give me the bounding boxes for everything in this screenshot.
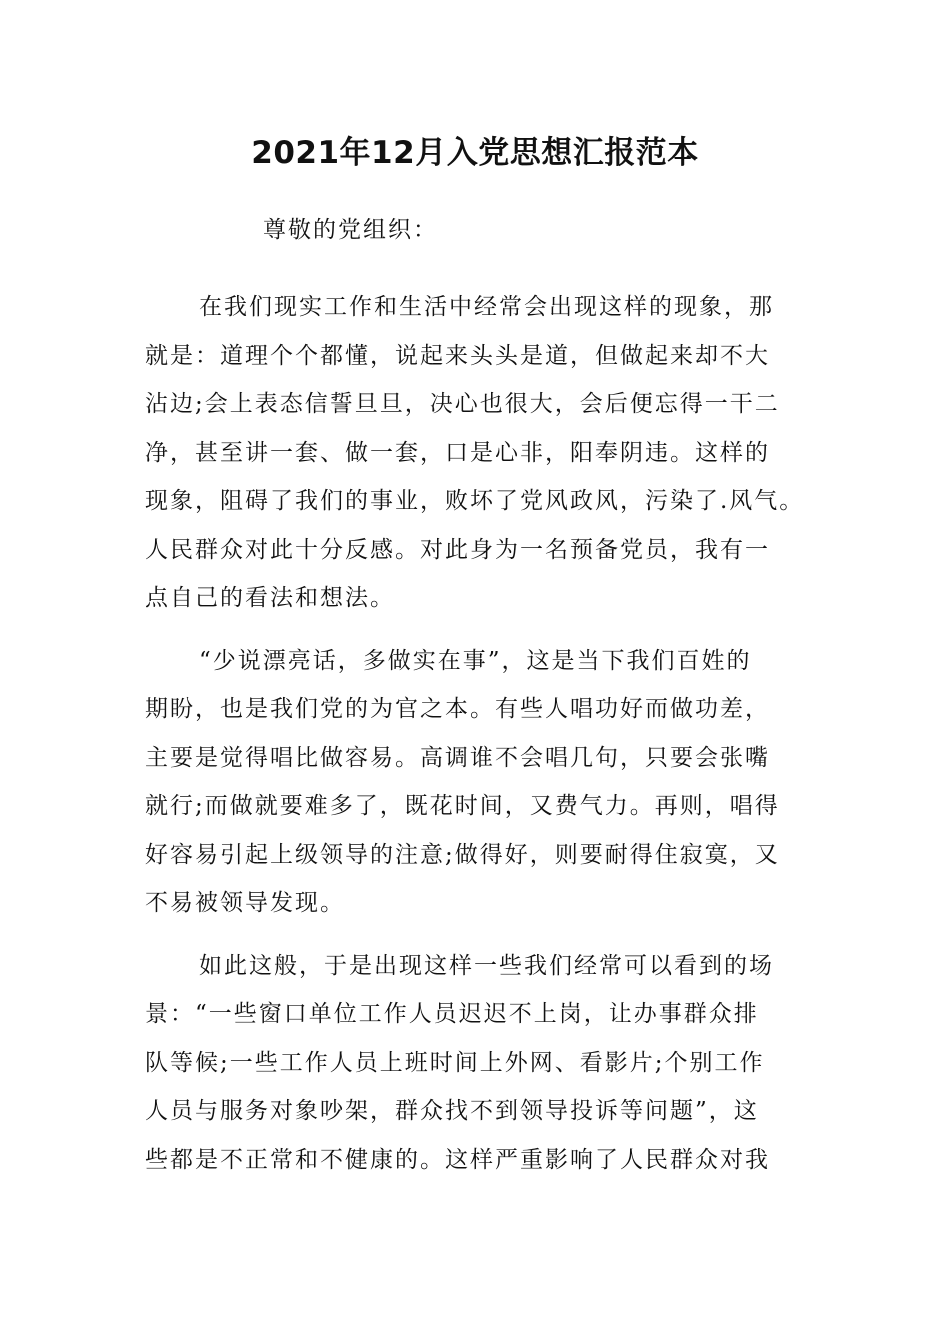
paragraph-2: [145, 637, 810, 928]
paragraph-3: [145, 942, 810, 1185]
text-line: 主要是觉得唱比做容易。高调谁不会唱几句，只要会张嘴: [145, 744, 770, 771]
text-line: 在我们现实工作和生活中经常会出现这样的现象，那: [199, 294, 774, 320]
text-line: 人民群众对此十分反感。对此身为一名预备党员，我有一: [145, 536, 770, 563]
text-line: 队等候;一些工作人员上班时间上外网、看影片;个别工作: [145, 1049, 765, 1076]
text-line: 些都是不正常和不健康的。这样严重影响了人民群众对我: [145, 1146, 770, 1173]
text-line: 好容易引起上级领导的注意;做得好，则要耐得住寂寞，又: [145, 841, 780, 868]
text-line: 期盼，也是我们党的为官之本。有些人唱功好而做功差，: [145, 696, 770, 722]
text-line: 就是：道理个个都懂，说起来头头是道，但做起来却不大: [145, 342, 770, 369]
text-line: 人员与服务对象吵架，群众找不到领导投诉等问题”，这: [145, 1098, 759, 1124]
text-line: 如此这般，于是出现这样一些我们经常可以看到的场: [199, 952, 774, 979]
text-line: 现象，阻碍了我们的事业，败坏了党风政风，污染了.风气。: [145, 488, 805, 514]
salutation: 尊敬的党组织：: [263, 217, 438, 243]
document-title: 2021年12月入党思想汇报范本: [251, 135, 699, 171]
text-line: 景：“一些窗口单位工作人员迟迟不上岗，让办事群众排: [145, 1001, 759, 1027]
document-body: [145, 212, 810, 1184]
text-line: 净，甚至讲一套、做一套，口是心非，阳奉阴违。这样的: [145, 439, 770, 466]
text-line: “少说漂亮话，多做实在事”，这是当下我们百姓的: [199, 647, 752, 674]
text-line: 沾边;会上表态信誓旦旦，决心也很大，会后便忘得一干二: [145, 391, 780, 417]
text-line: 不易被领导发现。: [145, 890, 345, 916]
text-line: 点自己的看法和想法。: [145, 585, 395, 611]
text-line: 就行;而做就要难多了，既花时间，又费气力。再则，唱得: [145, 793, 780, 819]
paragraph-1: [145, 283, 810, 623]
